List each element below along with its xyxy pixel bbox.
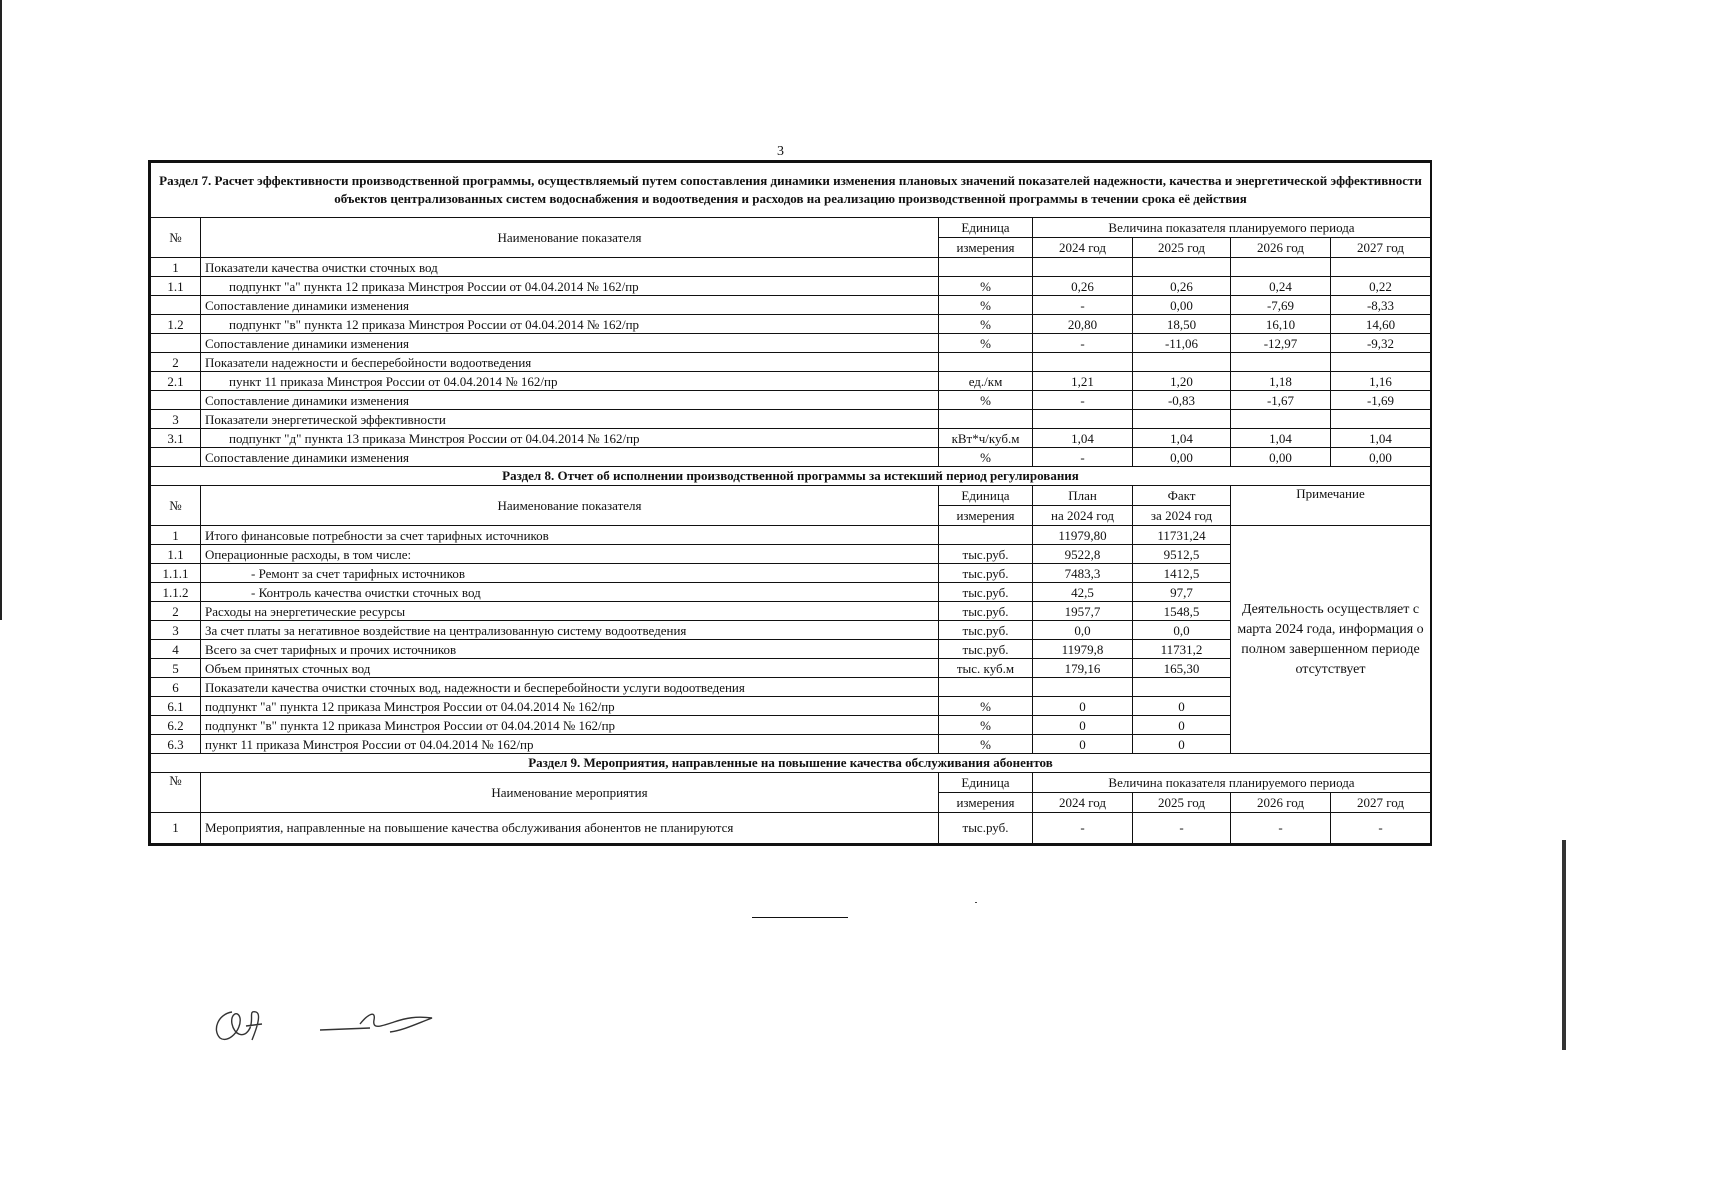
measure-name: Мероприятия, направленные на повышение качества обслуживания абонентов не планируются — [201, 813, 939, 844]
s8-col-name-header: Наименование показателя — [201, 486, 939, 526]
s9-col-year-2027: 2027 год — [1331, 793, 1431, 813]
value-2026: 16,10 — [1231, 315, 1331, 334]
row-number: 1 — [151, 526, 201, 545]
value-2025: -0,83 — [1133, 391, 1231, 410]
value-2024: - — [1033, 391, 1133, 410]
fact-value: 11731,24 — [1133, 526, 1231, 545]
section8-header-row-1 — [151, 486, 1431, 506]
row-number: 5 — [151, 659, 201, 678]
s9-col-name-header: Наименование мероприятия — [201, 773, 939, 813]
value-2024: 1,04 — [1033, 429, 1133, 448]
section9-title-row — [151, 754, 1431, 773]
plan-value: 11979,8 — [1033, 640, 1133, 659]
value-2027 — [1331, 258, 1431, 277]
section9-header-row-1 — [151, 773, 1431, 793]
indicator-unit: % — [939, 716, 1033, 735]
row-number: 4 — [151, 640, 201, 659]
row-number: 1.1.2 — [151, 583, 201, 602]
value-2025: -11,06 — [1133, 334, 1231, 353]
section7-row — [151, 391, 1431, 410]
section7-title: Раздел 7. Расчет эффективности производственной программы, осуществляемый путем сопоставления динамики изменения плановых значений показателей надежности, качества и энергетической эффективности объектов централизованных систем водоснабжения и водоотведения и расходов на реализацию производственной программы в течении срока её действия — [151, 163, 1431, 218]
indicator-name: подпункт "д" пункта 13 приказа Минстроя России от 04.04.2014 № 162/пр — [201, 429, 939, 448]
value-2026: -1,67 — [1231, 391, 1331, 410]
value-2027: 1,16 — [1331, 372, 1431, 391]
section9-title: Раздел 9. Мероприятия, направленные на повышение качества обслуживания абонентов — [151, 754, 1431, 773]
row-number: 2 — [151, 602, 201, 621]
plan-value: 0 — [1033, 716, 1133, 735]
value-2026: -12,97 — [1231, 334, 1331, 353]
indicator-unit — [939, 410, 1033, 429]
section7-row — [151, 334, 1431, 353]
plan-value: 42,5 — [1033, 583, 1133, 602]
row-number: 6.1 — [151, 697, 201, 716]
fact-value: 1412,5 — [1133, 564, 1231, 583]
indicator-unit: % — [939, 334, 1033, 353]
row-number: 6.2 — [151, 716, 201, 735]
indicator-unit — [939, 678, 1033, 697]
value-2027: 0,00 — [1331, 448, 1431, 467]
fact-value: 0 — [1133, 697, 1231, 716]
plan-value — [1033, 678, 1133, 697]
plan-value: 0 — [1033, 735, 1133, 754]
indicator-name: Сопоставление динамики изменения — [201, 334, 939, 353]
indicator-unit: % — [939, 391, 1033, 410]
value-2027: -9,32 — [1331, 334, 1431, 353]
indicator-unit: тыс.руб. — [939, 545, 1033, 564]
section7-row — [151, 277, 1431, 296]
section7-row — [151, 410, 1431, 429]
section8-title-row — [151, 467, 1431, 486]
value-2024: 20,80 — [1033, 315, 1133, 334]
indicator-name: Сопоставление динамики изменения — [201, 296, 939, 315]
section7-row — [151, 296, 1431, 315]
indicator-name: подпункт "а" пункта 12 приказа Минстроя России от 04.04.2014 № 162/пр — [201, 277, 939, 296]
fact-value: 0 — [1133, 716, 1231, 735]
signature-mark-1 — [216, 1012, 262, 1040]
col-year-2024: 2024 год — [1033, 238, 1133, 258]
value-2027: 1,04 — [1331, 429, 1431, 448]
plan-value: 9522,8 — [1033, 545, 1133, 564]
indicator-name: подпункт "в" пункта 12 приказа Минстроя России от 04.04.2014 № 162/пр — [201, 716, 939, 735]
value-2024: 0,26 — [1033, 277, 1133, 296]
s9-col-year-2026: 2026 год — [1231, 793, 1331, 813]
fact-value: 9512,5 — [1133, 545, 1231, 564]
note-text: Деятельность осуществляет с марта 2024 года, информация о полном завершенном периоде отсутствует — [1231, 526, 1431, 754]
value-2026 — [1231, 353, 1331, 372]
section7-row — [151, 315, 1431, 334]
indicator-unit — [939, 258, 1033, 277]
fact-value: 0 — [1133, 735, 1231, 754]
table-body — [151, 163, 1431, 844]
value-2026: - — [1231, 813, 1331, 844]
section8-row — [151, 526, 1431, 545]
main-table — [150, 162, 1431, 844]
indicator-unit: кВт*ч/куб.м — [939, 429, 1033, 448]
row-number: 3.1 — [151, 429, 201, 448]
s9-col-num-header: № — [151, 773, 201, 813]
plan-value: 179,16 — [1033, 659, 1133, 678]
s8-col-plan-header-1: План — [1033, 486, 1133, 506]
indicator-name: Всего за счет тарифных и прочих источников — [201, 640, 939, 659]
indicator-name: - Контроль качества очистки сточных вод — [201, 583, 939, 602]
plan-value: 0 — [1033, 697, 1133, 716]
indicator-name: Объем принятых сточных вод — [201, 659, 939, 678]
row-number — [151, 296, 201, 315]
indicator-unit: % — [939, 315, 1033, 334]
value-2027: 14,60 — [1331, 315, 1431, 334]
s8-col-num-header: № — [151, 486, 201, 526]
section7-row — [151, 448, 1431, 467]
value-2024 — [1033, 410, 1133, 429]
value-2025 — [1133, 353, 1231, 372]
s8-col-fact-header-2: за 2024 год — [1133, 506, 1231, 526]
row-number: 1 — [151, 813, 201, 844]
row-number — [151, 448, 201, 467]
row-number: 1 — [151, 258, 201, 277]
value-2025: - — [1133, 813, 1231, 844]
indicator-unit: % — [939, 697, 1033, 716]
s8-col-plan-header-2: на 2024 год — [1033, 506, 1133, 526]
row-number: 1.1 — [151, 277, 201, 296]
section7-title-row — [151, 163, 1431, 218]
section9-row — [151, 813, 1431, 844]
scan-edge-right — [1562, 840, 1566, 1050]
value-2025: 1,04 — [1133, 429, 1231, 448]
plan-value: 11979,80 — [1033, 526, 1133, 545]
indicator-name: пункт 11 приказа Минстроя России от 04.04.2014 № 162/пр — [201, 372, 939, 391]
value-2024: - — [1033, 334, 1133, 353]
s9-col-period-header: Величина показателя планируемого периода — [1033, 773, 1431, 793]
scan-speck — [975, 902, 977, 903]
value-2026: -7,69 — [1231, 296, 1331, 315]
indicator-unit: % — [939, 296, 1033, 315]
row-number: 6.3 — [151, 735, 201, 754]
row-number: 1.2 — [151, 315, 201, 334]
page-number: 3 — [777, 144, 784, 159]
s8-col-fact-header-1: Факт — [1133, 486, 1231, 506]
indicator-unit: тыс.руб. — [939, 564, 1033, 583]
indicator-name: Сопоставление динамики изменения — [201, 448, 939, 467]
value-2027: -1,69 — [1331, 391, 1431, 410]
row-number: 1.1.1 — [151, 564, 201, 583]
s9-col-year-2025: 2025 год — [1133, 793, 1231, 813]
plan-value: 7483,3 — [1033, 564, 1133, 583]
row-number: 1.1 — [151, 545, 201, 564]
row-number — [151, 391, 201, 410]
row-number: 3 — [151, 410, 201, 429]
measure-unit: тыс.руб. — [939, 813, 1033, 844]
value-2025: 18,50 — [1133, 315, 1231, 334]
indicator-name: - Ремонт за счет тарифных источников — [201, 564, 939, 583]
col-name-header: Наименование показателя — [201, 218, 939, 258]
fact-value: 1548,5 — [1133, 602, 1231, 621]
fact-value: 97,7 — [1133, 583, 1231, 602]
value-2026 — [1231, 258, 1331, 277]
indicator-unit — [939, 526, 1033, 545]
row-number — [151, 334, 201, 353]
value-2027: - — [1331, 813, 1431, 844]
indicator-name: подпункт "в" пункта 12 приказа Минстроя России от 04.04.2014 № 162/пр — [201, 315, 939, 334]
col-year-2026: 2026 год — [1231, 238, 1331, 258]
indicator-name: пункт 11 приказа Минстроя России от 04.04.2014 № 162/пр — [201, 735, 939, 754]
indicator-name: За счет платы за негативное воздействие на централизованную систему водоотведения — [201, 621, 939, 640]
s9-col-unit-header-1: Единица — [939, 773, 1033, 793]
section7-header-row-1 — [151, 218, 1431, 238]
row-number: 2 — [151, 353, 201, 372]
row-number: 2.1 — [151, 372, 201, 391]
value-2024 — [1033, 258, 1133, 277]
s9-col-year-2024: 2024 год — [1033, 793, 1133, 813]
section8-title: Раздел 8. Отчет об исполнении производственной программы за истекший период регулирования — [151, 467, 1431, 486]
indicator-name: Показатели энергетической эффективности — [201, 410, 939, 429]
row-number: 3 — [151, 621, 201, 640]
section7-row — [151, 353, 1431, 372]
value-2025: 0,00 — [1133, 448, 1231, 467]
scan-edge-left — [0, 0, 2, 620]
indicator-unit — [939, 353, 1033, 372]
fact-value: 0,0 — [1133, 621, 1231, 640]
signature-mark-2 — [320, 1014, 432, 1032]
value-2026 — [1231, 410, 1331, 429]
indicator-name: Показатели надежности и бесперебойности водоотведения — [201, 353, 939, 372]
value-2027: 0,22 — [1331, 277, 1431, 296]
value-2026: 1,18 — [1231, 372, 1331, 391]
indicator-name: Показатели качества очистки сточных вод, надежности и бесперебойности услуги водоотведения — [201, 678, 939, 697]
fact-value — [1133, 678, 1231, 697]
value-2024 — [1033, 353, 1133, 372]
indicator-name: Операционные расходы, в том числе: — [201, 545, 939, 564]
indicator-unit: тыс.руб. — [939, 583, 1033, 602]
fact-value: 165,30 — [1133, 659, 1231, 678]
value-2025: 0,00 — [1133, 296, 1231, 315]
plan-value: 1957,7 — [1033, 602, 1133, 621]
col-unit-header-1: Единица — [939, 218, 1033, 238]
value-2027 — [1331, 410, 1431, 429]
value-2026: 0,24 — [1231, 277, 1331, 296]
indicator-unit: тыс. куб.м — [939, 659, 1033, 678]
col-year-2025: 2025 год — [1133, 238, 1231, 258]
value-2025 — [1133, 410, 1231, 429]
indicator-unit: % — [939, 448, 1033, 467]
value-2025: 0,26 — [1133, 277, 1231, 296]
value-2027: -8,33 — [1331, 296, 1431, 315]
indicator-name: Расходы на энергетические ресурсы — [201, 602, 939, 621]
value-2027 — [1331, 353, 1431, 372]
value-2024: 1,21 — [1033, 372, 1133, 391]
value-2026: 1,04 — [1231, 429, 1331, 448]
indicator-name: подпункт "а" пункта 12 приказа Минстроя России от 04.04.2014 № 162/пр — [201, 697, 939, 716]
col-period-header: Величина показателя планируемого периода — [1033, 218, 1431, 238]
value-2024: - — [1033, 448, 1133, 467]
signature-initials — [210, 1000, 450, 1050]
value-2024: - — [1033, 813, 1133, 844]
value-2025 — [1133, 258, 1231, 277]
fact-value: 11731,2 — [1133, 640, 1231, 659]
plan-value: 0,0 — [1033, 621, 1133, 640]
value-2024: - — [1033, 296, 1133, 315]
value-2025: 1,20 — [1133, 372, 1231, 391]
end-rule — [752, 917, 848, 918]
section7-row — [151, 372, 1431, 391]
section7-row — [151, 429, 1431, 448]
indicator-unit: тыс.руб. — [939, 602, 1033, 621]
row-number: 6 — [151, 678, 201, 697]
col-unit-header-2: измерения — [939, 238, 1033, 258]
indicator-name: Показатели качества очистки сточных вод — [201, 258, 939, 277]
s8-col-unit-header-1: Единица — [939, 486, 1033, 506]
col-num-header: № — [151, 218, 201, 258]
indicator-name: Сопоставление динамики изменения — [201, 391, 939, 410]
value-2026: 0,00 — [1231, 448, 1331, 467]
col-year-2027: 2027 год — [1331, 238, 1431, 258]
indicator-unit: тыс.руб. — [939, 621, 1033, 640]
report-table — [148, 160, 1432, 846]
indicator-unit: % — [939, 277, 1033, 296]
indicator-unit: % — [939, 735, 1033, 754]
section7-row — [151, 258, 1431, 277]
s8-col-unit-header-2: измерения — [939, 506, 1033, 526]
indicator-unit: ед./км — [939, 372, 1033, 391]
s8-col-note-header: Примечание — [1231, 486, 1431, 526]
indicator-unit: тыс.руб. — [939, 640, 1033, 659]
s9-col-unit-header-2: измерения — [939, 793, 1033, 813]
indicator-name: Итого финансовые потребности за счет тарифных источников — [201, 526, 939, 545]
